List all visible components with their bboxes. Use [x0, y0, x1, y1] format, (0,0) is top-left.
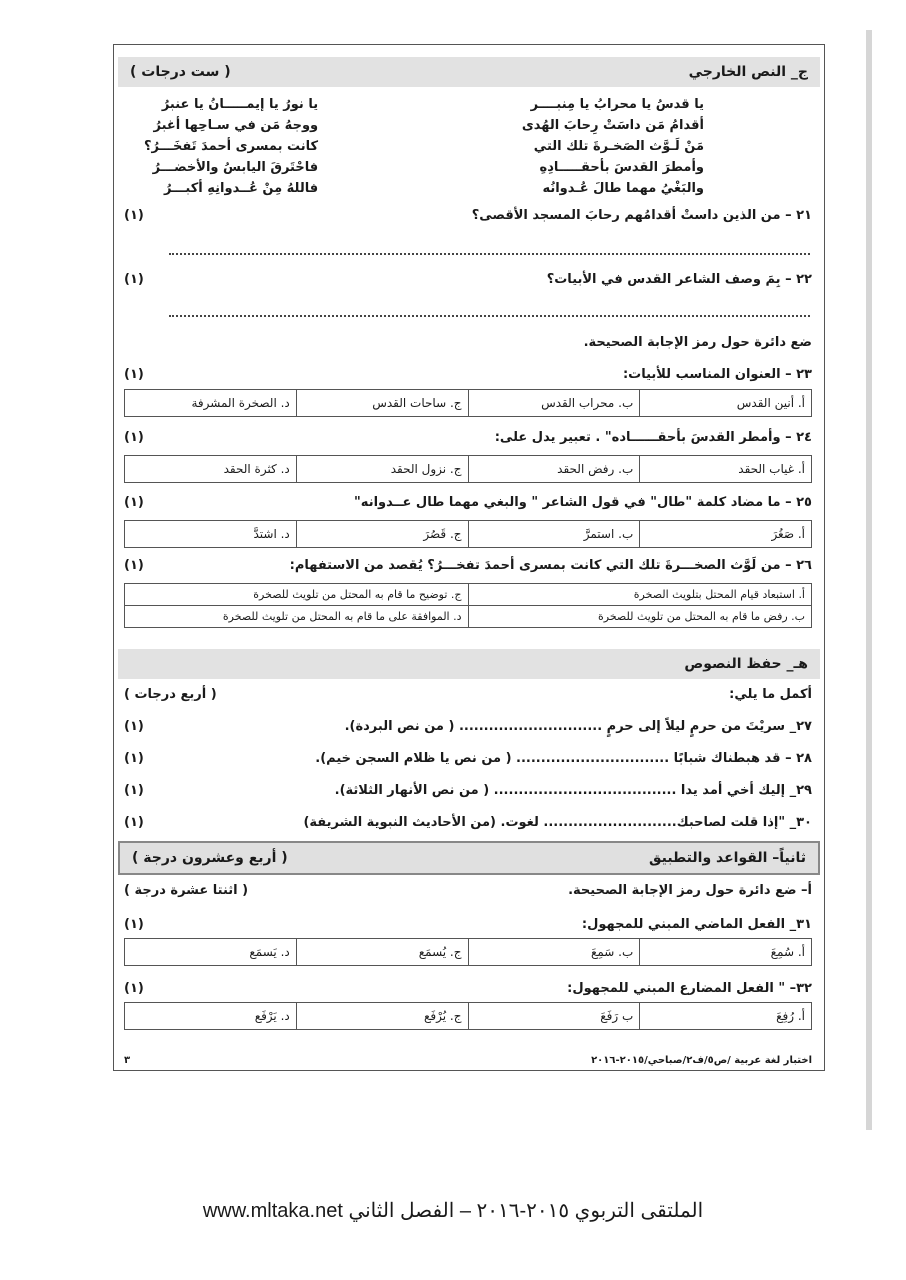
option-a[interactable]: أ. استبعاد قيام المحتل بتلويث الصخرة: [468, 584, 812, 605]
question-27-text: ٢٧_ سريْتَ من حرمٍ ليلاً إلى حرمٍ ............................. ( من نص البردة).: [344, 719, 812, 734]
options-row: [125, 605, 811, 627]
question-31: [124, 917, 812, 932]
section-2-header: [118, 841, 820, 875]
section-2-marks: ( أربع وعشرون درجة ): [132, 850, 288, 866]
page-number: ٣: [124, 1055, 131, 1066]
option-a[interactable]: أ. صَغُرَ: [639, 521, 811, 547]
circle-instruction: ضع دائرة حول رمز الإجابة الصحيحة.: [583, 335, 812, 350]
question-26-text: ٢٦ – من لَوَّث الصخـــرةَ تلك التي كانت بمسرى أحمدَ تفخـــرُ؟ يُقصد من الاستفهام:: [289, 558, 812, 573]
question-28-mark: (١): [124, 751, 144, 766]
exam-page: [113, 44, 825, 1071]
question-27: [124, 719, 812, 734]
question-32-text: ٣٢– " الفعل المضارع المبني للمجهول:: [567, 981, 812, 996]
poem-right-column: [522, 95, 704, 198]
poem-line: فاحْتَرقَ اليابسُ والأخضـــرُ: [152, 160, 319, 175]
option-d[interactable]: د. كثرة الحقد: [223, 462, 290, 476]
page-edge-shadow: [866, 30, 872, 1130]
option-c[interactable]: ج. ساحات القدس: [296, 390, 468, 416]
question-26-mark: (١): [124, 558, 144, 573]
page-footer: [124, 1055, 812, 1066]
option-c[interactable]: ج. قَصُرَ: [296, 521, 468, 547]
question-31-mark: (١): [124, 917, 144, 932]
question-29: [124, 783, 812, 798]
option-a[interactable]: أ. أنين القدس: [639, 390, 811, 416]
question-23: [124, 367, 812, 382]
section-2-instruction-text: أ– ضع دائرة حول رمز الإجابة الصحيحة.: [568, 883, 812, 898]
option-d[interactable]: د. الصخرة المشرفة: [191, 396, 290, 410]
question-27-mark: (١): [124, 719, 144, 734]
option-c[interactable]: ج. توضيح ما قام به المحتل من تلويث للصخرة: [253, 588, 462, 601]
option-c[interactable]: ج. نزول الحقد: [296, 456, 468, 482]
poem-left-column: [144, 95, 318, 198]
option-b[interactable]: ب. رفض ما قام به المحتل من تلويث للصخرة: [468, 606, 812, 627]
question-23-mark: (١): [124, 367, 144, 382]
option-c[interactable]: ج. يُسمَع: [296, 939, 468, 965]
question-28: [124, 751, 812, 766]
question-29-mark: (١): [124, 783, 144, 798]
poem-line: وأمطرَ القدسَ بأحقـــــادِهِ: [539, 160, 704, 175]
question-22-mark: (١): [124, 272, 144, 287]
section-2-instruction: [124, 883, 812, 898]
question-24-mark: (١): [124, 430, 144, 445]
answer-line-21[interactable]: [169, 253, 810, 255]
question-24-text: ٢٤ – وأمطر القدسَ بأحقــــــاده" . تعبير يدل على:: [494, 430, 812, 445]
option-a[interactable]: أ. رُفِعَ: [639, 1003, 811, 1029]
option-b[interactable]: ب رَفَعَ: [468, 1003, 640, 1029]
poem: [144, 95, 704, 198]
option-d[interactable]: د. اشتدَّ: [253, 527, 290, 541]
question-23-text: ٢٣ – العنوان المناسب للأبيات:: [622, 367, 812, 382]
question-29-text: ٢٩_ إليك أخي أمد يدا ..................................... ( من نص الأنهار الثلاثة).: [334, 783, 812, 798]
question-31-options: [124, 938, 812, 966]
question-24: [124, 430, 812, 445]
option-a[interactable]: أ. غياب الحقد: [639, 456, 811, 482]
question-30: [124, 815, 812, 830]
poem-line: والبَغْيُ مهما طالَ عُـدوانُه: [542, 181, 704, 196]
option-b[interactable]: ب. رفض الحقد: [468, 456, 640, 482]
poem-line: أقدامُ مَن داسَتْ رِحابَ الهُدى: [521, 118, 704, 133]
complete-label: أكمل ما يلي:: [729, 687, 812, 702]
poem-line: يا نورُ يا إيمـــــانُ يا عنبرُ: [161, 97, 319, 112]
question-32-options: [124, 1002, 812, 1030]
option-a[interactable]: أ. سُمِعَ: [639, 939, 811, 965]
question-31-text: ٣١_ الفعل الماضي المبني للمجهول:: [581, 917, 812, 932]
question-24-options: [124, 455, 812, 483]
option-b[interactable]: ب. سَمِعَ: [468, 939, 640, 965]
poem-line: كانت بمسرى أحمدَ تَفخَـــرُ؟: [144, 139, 319, 154]
option-d[interactable]: د. يَسمَع: [249, 945, 290, 959]
option-c[interactable]: ج. يُرْفَع: [296, 1003, 468, 1029]
site-caption: الملتقى التربوي ٢٠١٥-٢٠١٦ – الفصل الثاني www.mltaka.net: [202, 1200, 704, 1222]
question-25-mark: (١): [124, 495, 144, 510]
section-h-marks: ( أربع درجات ): [124, 687, 217, 702]
poem-line: فاللهُ مِنْ عُــدوانِهِ أكبـــرُ: [164, 181, 319, 196]
option-d[interactable]: د. يَرْفَع: [254, 1009, 290, 1023]
poem-line: مَنْ لَـوَّث الصَخـرةَ تلك التي: [533, 139, 704, 154]
question-21-mark: (١): [124, 208, 144, 223]
footer-exam-code: اختبار لغة عربية /ص٥/ف٢/صباحي/٢٠١٥-٢٠١٦: [591, 1055, 812, 1066]
question-23-options: [124, 389, 812, 417]
question-26: [124, 558, 812, 573]
question-32-mark: (١): [124, 981, 144, 996]
section-c-header: [118, 57, 820, 87]
section-2-title: ثانياً– القواعد والتطبيق: [648, 850, 806, 866]
option-b[interactable]: ب. استمرَّ: [468, 521, 640, 547]
question-25-text: ٢٥ – ما مضاد كلمة "طال" في قول الشاعر " والبغي مهما طال عــدوانه": [354, 495, 812, 510]
question-30-text: ٣٠_ "إذا قلت لصاحبك........................... لغوت. (من الأحاديث النبوية الشريفة): [303, 815, 812, 830]
section-c-title: ج_ النص الخارجي: [688, 64, 808, 80]
section-c-marks: ( ست درجات ): [130, 64, 231, 80]
question-25: [124, 495, 812, 510]
question-32: [124, 981, 812, 996]
question-21: [124, 208, 812, 223]
question-22: [124, 272, 812, 287]
poem-line: يا قدسُ يا محرابُ يا مِنبــــر: [530, 97, 704, 112]
question-28-text: ٢٨ – قد هبطناك شبابًا ............................... ( من نص يا ظلام السجن خيم).: [315, 751, 812, 766]
option-b[interactable]: ب. محراب القدس: [468, 390, 640, 416]
question-21-text: ٢١ – من الذين داستْ أقدامُهم رحابَ المسجد الأقصى؟: [471, 208, 812, 223]
poem-line: ووجهُ مَن في سـاحِها أغبرُ: [153, 118, 319, 133]
complete-instruction: [124, 687, 812, 702]
section-2-instruction-marks: ( اثنتا عشرة درجة ): [124, 883, 249, 898]
section-h-header: [118, 649, 820, 679]
question-22-text: ٢٢ – بِمَ وصف الشاعر القدس في الأبيات؟: [546, 272, 812, 287]
options-row: [125, 584, 811, 605]
option-d[interactable]: د. الموافقة على ما قام به المحتل من تلويث للصخرة: [222, 610, 462, 623]
question-25-options: [124, 520, 812, 548]
section-h-title: هـ_ حفظ النصوص: [684, 656, 808, 672]
question-30-mark: (١): [124, 815, 144, 830]
question-26-options: [124, 583, 812, 628]
answer-line-22[interactable]: [169, 315, 810, 317]
